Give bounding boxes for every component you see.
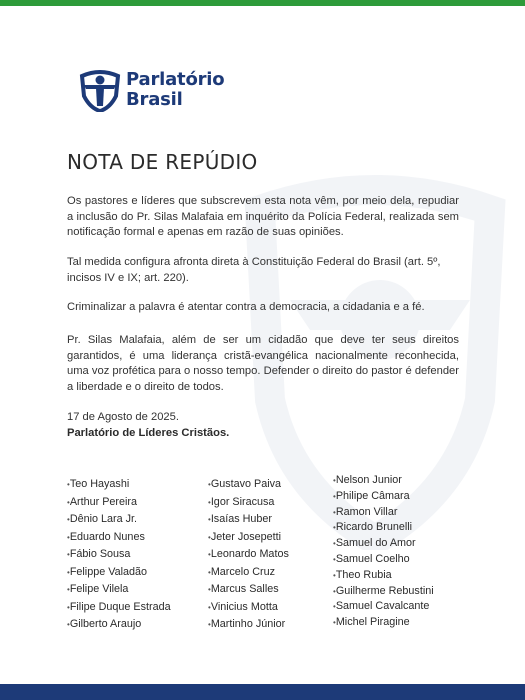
- signatories-column-2: [208, 476, 289, 634]
- signatory-item: • Guilherme Rebustini: [333, 584, 434, 600]
- signatory-item: • Dênio Lara Jr.: [67, 511, 171, 529]
- signatory-item: • Fábio Sousa: [67, 546, 171, 564]
- signatory-item: • Gilberto Araujo: [67, 616, 171, 634]
- signatory-item: • Marcus Salles: [208, 581, 289, 599]
- signatory-item: • Ricardo Brunelli: [333, 520, 434, 536]
- signatory-item: • Arthur Pereira: [67, 494, 171, 512]
- paragraph-3: Criminalizar a palavra é atentar contra a democracia, a cidadania e a fé.: [67, 301, 425, 313]
- signatory-item: • Samuel do Amor: [333, 536, 434, 552]
- top-accent-bar: [0, 0, 525, 6]
- page-title: NOTA DE REPÚDIO: [67, 150, 258, 174]
- signatory-item: • Philipe Câmara: [333, 489, 434, 505]
- signatory-item: • Martinho Júnior: [208, 616, 289, 634]
- signatories-column-3: [333, 473, 434, 631]
- signatory-item: • Igor Siracusa: [208, 494, 289, 512]
- signatory-item: • Leonardo Matos: [208, 546, 289, 564]
- signatory-item: • Samuel Cavalcante: [333, 599, 434, 615]
- signatory-item: • Samuel Coelho: [333, 552, 434, 568]
- signatory-item: • Filipe Duque Estrada: [67, 599, 171, 617]
- christ-statue-emblem-icon: [78, 66, 122, 112]
- signature-line: Parlatório de Líderes Cristãos.: [67, 427, 230, 439]
- signatory-item: • Theo Rubia: [333, 568, 434, 584]
- signatory-item: • Nelson Junior: [333, 473, 434, 489]
- signatory-item: • Vinicius Motta: [208, 599, 289, 617]
- paragraph-4: Pr. Silas Malafaia, além de ser um cidadão que deve ter seus direitos garantidos, é uma liderança cristã-evangélica nacionalmente reconhecida, uma voz profética para o nosso tempo. Defender o direito do pastor é defender a liberdade e o direito de todos.: [67, 334, 459, 393]
- signatory-item: • Isaías Huber: [208, 511, 289, 529]
- signatory-item: • Marcelo Cruz: [208, 564, 289, 582]
- parlatorio-logo: [78, 66, 278, 114]
- paragraph-1: Os pastores e líderes que subscrevem esta nota vêm, por meio dela, repudiar a inclusão do Pr. Silas Malafaia em inquérito da Polícia Federal, realizada sem notificação formal e apenas em razão de suas opiniões.: [67, 195, 459, 238]
- paragraph-2: Tal medida configura afronta direta à Constituição Federal do Brasil (art. 5º, incisos IV e IX; art. 220).: [67, 256, 441, 284]
- signatories-column-1: [67, 476, 171, 634]
- logo-wordmark: [126, 70, 224, 110]
- document-date: 17 de Agosto de 2025.: [67, 411, 179, 423]
- signatory-item: • Felippe Valadão: [67, 564, 171, 582]
- signatory-item: • Jeter Josepetti: [208, 529, 289, 547]
- logo-line-2: Brasil: [126, 89, 183, 110]
- signatory-item: • Michel Piragine: [333, 615, 434, 631]
- signatory-item: • Felipe Vilela: [67, 581, 171, 599]
- bottom-accent-bar: [0, 684, 525, 700]
- signatory-item: • Ramon Villar: [333, 505, 434, 521]
- signatory-item: • Teo Hayashi: [67, 476, 171, 494]
- logo-line-1: Parlatório: [126, 69, 225, 90]
- signatory-item: • Gustavo Paiva: [208, 476, 289, 494]
- signatory-item: • Eduardo Nunes: [67, 529, 171, 547]
